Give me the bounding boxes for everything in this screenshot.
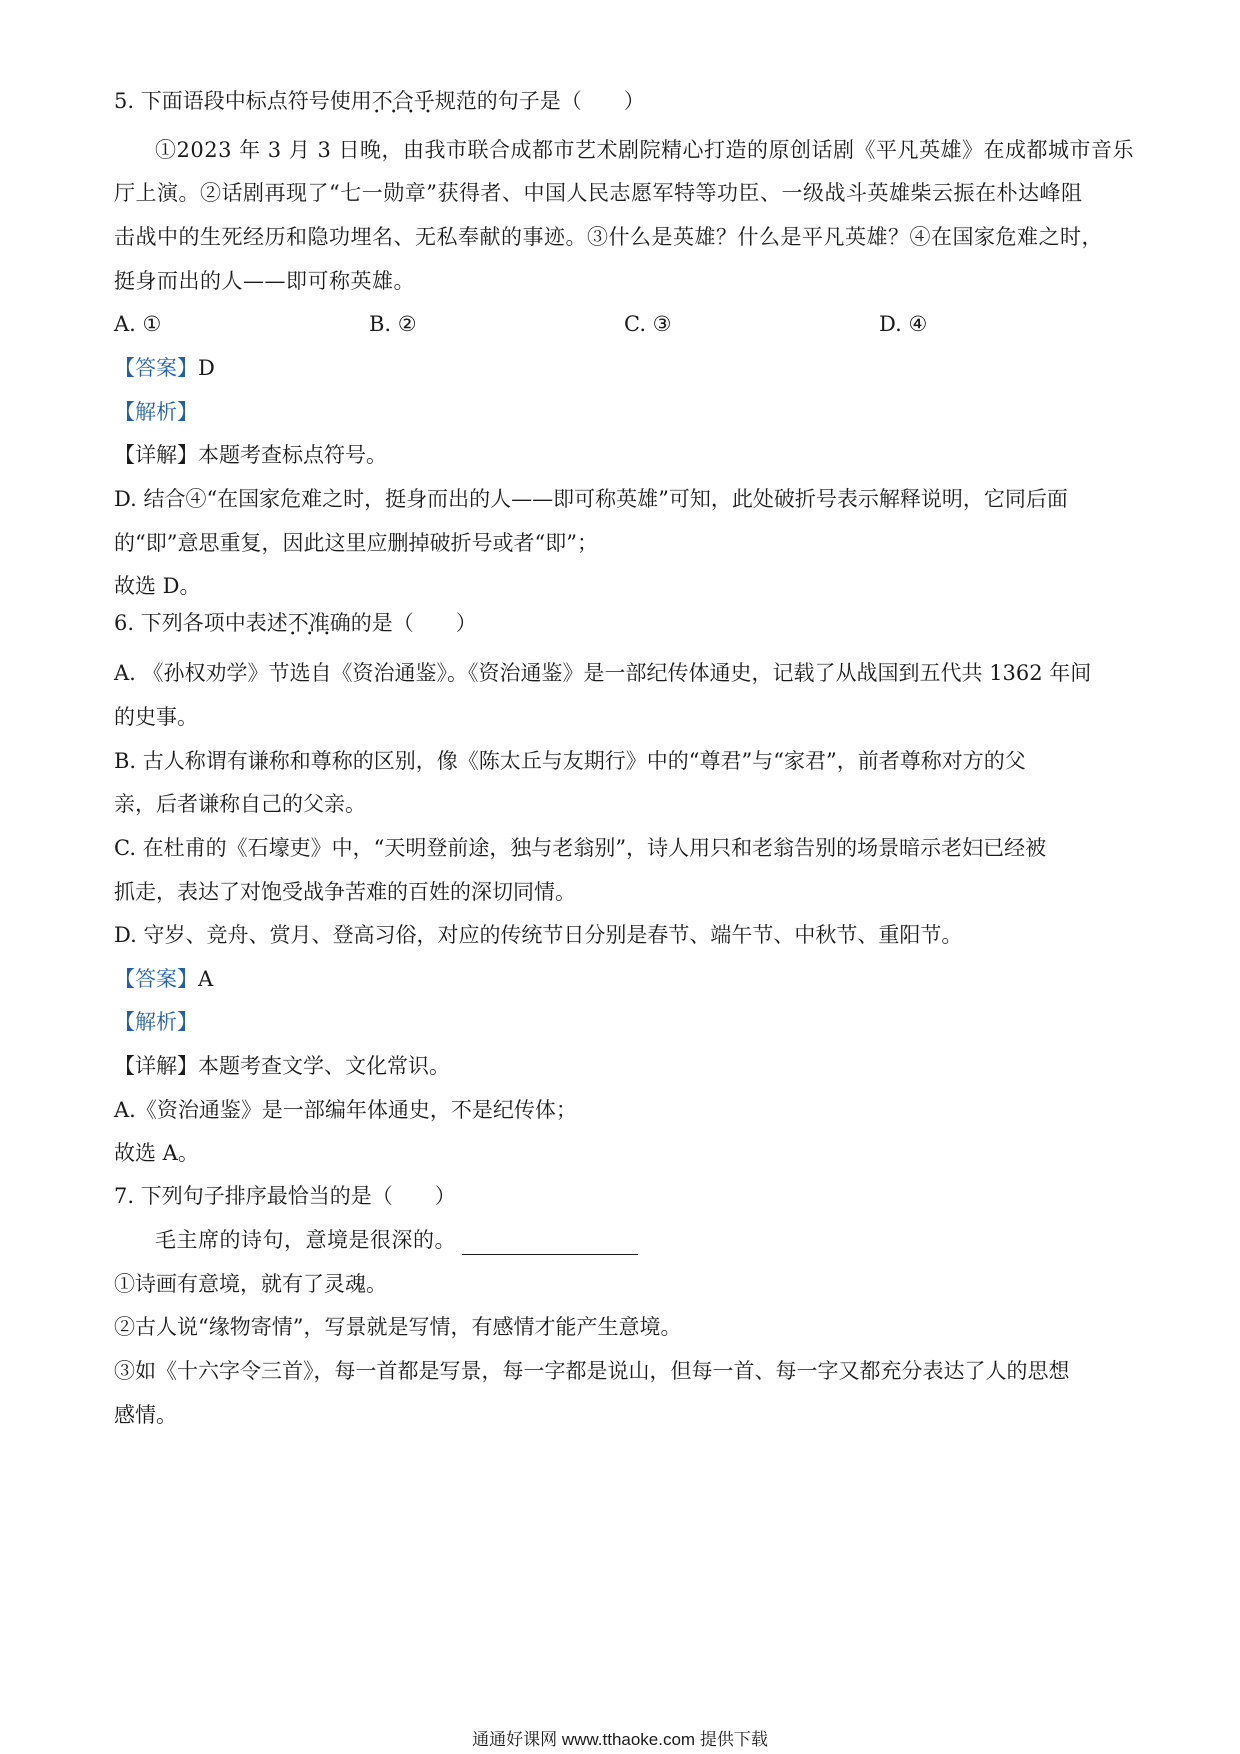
- q6-explain: A.《资治通鉴》是一部编年体通史，不是纪传体；: [114, 1098, 577, 1122]
- q6-option-b-line-1: B. 古人称谓有谦称和尊称的区别，像《陈太丘与友期行》中的“尊君”与“家君”，前者尊称对方的父: [114, 749, 1026, 773]
- q6-option-a-line-1: A. 《孙权劝学》节选自《资治通鉴》。《资治通鉴》是一部纪传体通史，记载了从战国到五代共 1362 年间: [114, 661, 1092, 685]
- q5-option-a: A. ①: [114, 312, 162, 336]
- q6-conclusion: 故选 A。: [114, 1141, 199, 1165]
- q5-option-c: C. ③: [624, 312, 672, 336]
- q5-conclusion: 故选 D。: [114, 574, 201, 598]
- answer-tag: 【答案】: [114, 356, 198, 380]
- q7-item-3-line-1: ③如《十六字令三首》，每一首都是写景，每一字都是说山，但每一首、每一字又都充分表达了人的思想: [114, 1359, 1070, 1383]
- q6-detail: 【详解】本题考查文学、文化常识。: [114, 1054, 450, 1078]
- q6-answer: 【答案】A: [114, 967, 214, 991]
- q5-stem: 5. 下面语段中标点符号使用不合乎规范 • • • •的句子是（ ）: [114, 86, 645, 116]
- q5-answer: 【答案】D: [114, 356, 215, 380]
- q5-explain-line-1: D. 结合④“在国家危难之时，挺身而出的人——即可称英雄”可知，此处破折号表示解释说明，它同后面: [114, 487, 1068, 511]
- q5-emphasis: 不合乎规范 • • • •: [372, 86, 477, 116]
- q5-passage-line-4: 挺身而出的人——即可称英雄。: [114, 269, 415, 293]
- q5-detail: 【详解】本题考查标点符号。: [114, 443, 387, 467]
- q7-item-3-line-2: 感情。: [114, 1403, 177, 1427]
- q5-passage-line-1: ①2023 年 3 月 3 日晚，由我市联合成都市艺术剧院精心打造的原创话剧《平凡英雄》在成都城市音乐: [155, 138, 1135, 162]
- page-footer: 通通好课网 www.tthaoke.com 提供下载: [472, 1730, 768, 1749]
- q6-option-d: D. 守岁、竞舟、赏月、登高习俗，对应的传统节日分别是春节、端午节、中秋节、重阳节。: [114, 923, 963, 947]
- q5-explain-line-2: 的“即”意思重复，因此这里应删掉破折号或者“即”；: [114, 531, 598, 555]
- q7-lead: 毛主席的诗句，意境是很深的。: [155, 1225, 638, 1255]
- q6-emphasis: 不准确 • • •: [288, 608, 351, 638]
- q5-passage-line-2: 厅上演。②话剧再现了“七一勋章”获得者、中国人民志愿军特等功臣、一级战斗英雄柴云振在朴达峰阻: [114, 181, 1083, 205]
- q6-option-c-line-1: C. 在杜甫的《石壕吏》中，“天明登前途，独与老翁别”，诗人用只和老翁告别的场景暗示老妇已经被: [114, 836, 1047, 860]
- q7-item-1: ①诗画有意境，就有了灵魂。: [114, 1272, 387, 1296]
- answer-tag: 【答案】: [114, 967, 198, 991]
- q5-analysis-tag: 【解析】: [114, 400, 198, 424]
- q7-item-2: ②古人说“缘物寄情”，写景就是写情，有感情才能产生意境。: [114, 1315, 682, 1339]
- q6-option-a-line-2: 的史事。: [114, 705, 198, 729]
- q6-option-c-line-2: 抓走，表达了对饱受战争苦难的百姓的深切同情。: [114, 880, 576, 904]
- q7-stem: 7. 下列句子排序最恰当的是（ ）: [114, 1184, 456, 1208]
- q6-option-b-line-2: 亲，后者谦称自己的父亲。: [114, 792, 366, 816]
- q5-passage-line-3: 击战中的生死经历和隐功埋名、无私奉献的事迹。③什么是英雄？什么是平凡英雄？④在国家危难之时，: [114, 225, 1103, 249]
- q5-option-d: D. ④: [879, 312, 928, 336]
- q6-analysis-tag: 【解析】: [114, 1010, 198, 1034]
- q6-stem: 6. 下列各项中表述不准确 • • •的是（ ）: [114, 608, 477, 638]
- q5-option-b: B. ②: [369, 312, 417, 336]
- q5-options: [114, 309, 1134, 339]
- answer-blank: [462, 1234, 638, 1255]
